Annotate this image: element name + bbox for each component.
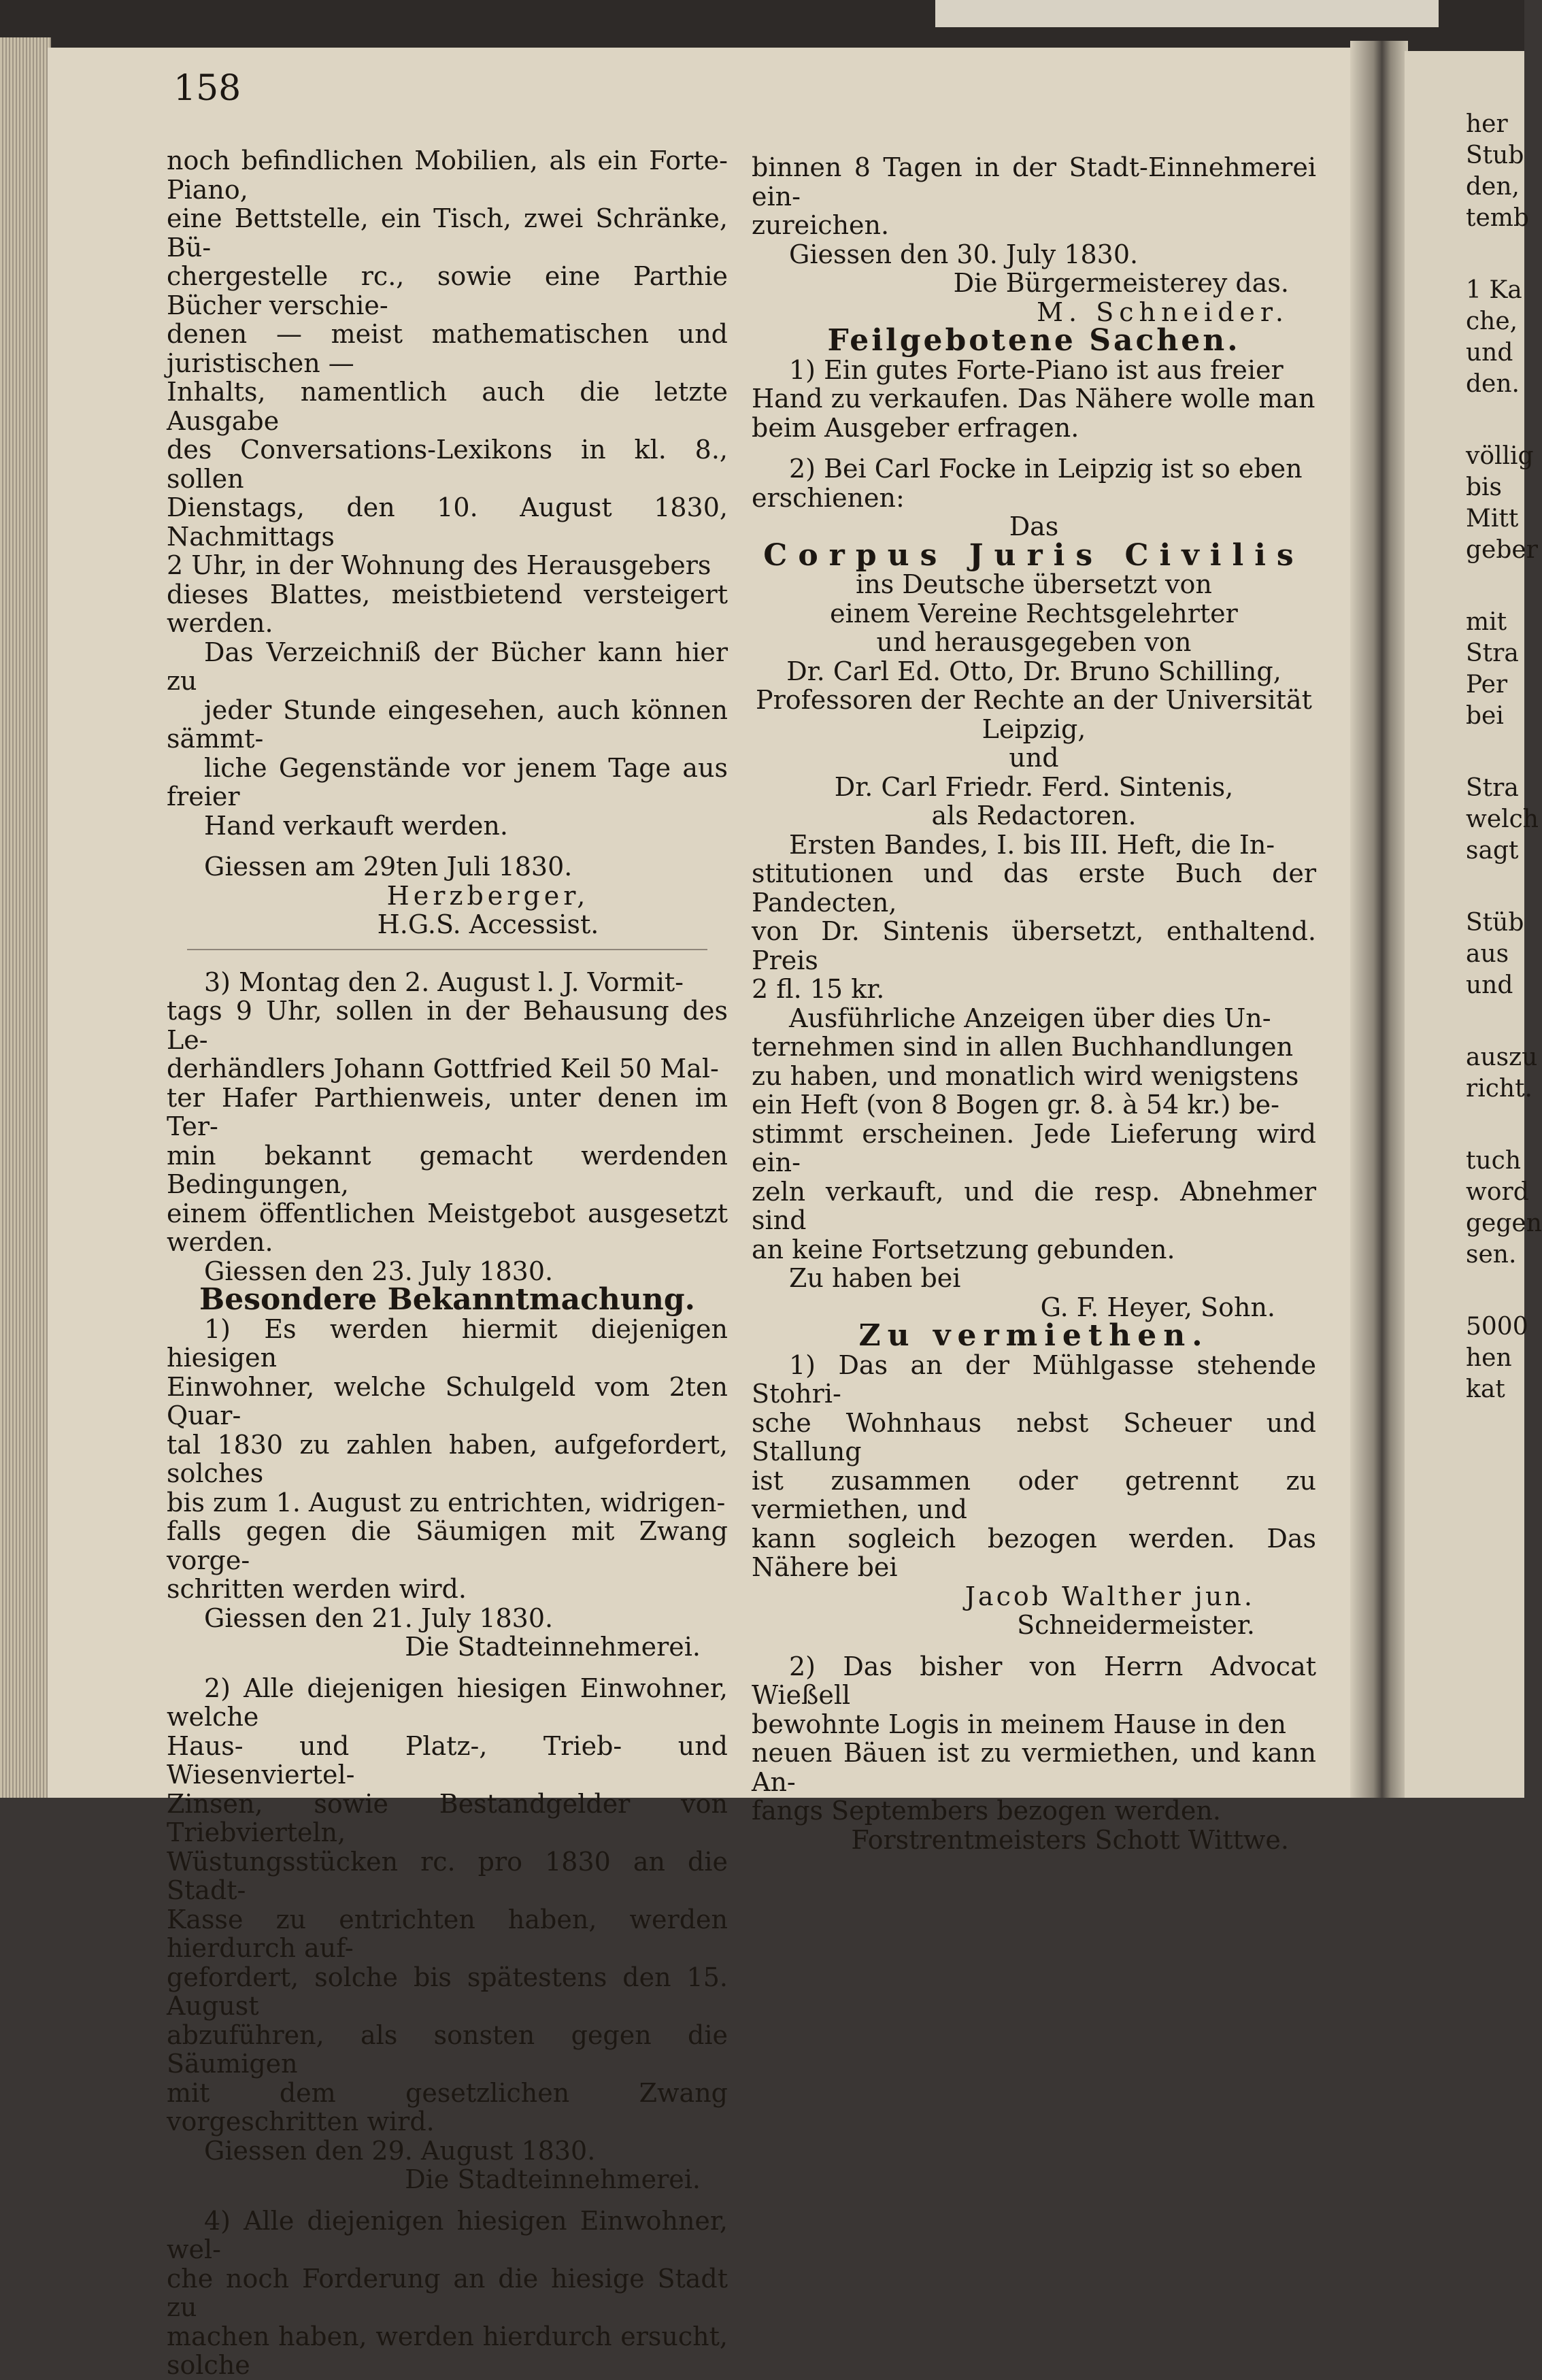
text-line: Hand zu verkaufen. Das Nähere wolle man — [752, 384, 1315, 414]
text-line: schritten werden wird. — [167, 1574, 467, 1604]
text-line: ternehmen sind in allen Buchhandlungen — [752, 1032, 1294, 1062]
text-line: liche Gegenstände vor jenem Tage aus freier — [167, 752, 728, 811]
facing-page-fragment: welch — [1466, 805, 1539, 833]
text-line: 2) Alle diejenigen hiesigen Einwohner, welche — [167, 1673, 728, 1732]
facing-page-fragment: tuch — [1466, 1147, 1521, 1175]
text-line: 2 fl. 15 kr. — [752, 974, 885, 1004]
facing-page-fragment: Per — [1466, 671, 1508, 699]
facing-page-fragment: mit — [1466, 608, 1507, 636]
facing-page-fragment: Stub — [1466, 141, 1524, 169]
text-line: derhändlers Johann Gottfried Keil 50 Mal- — [167, 1054, 719, 1084]
facing-page-fragment: richt. — [1466, 1075, 1532, 1103]
text-line: chergestelle rc., sowie eine Parthie Bücher verschie- — [167, 261, 728, 320]
facing-page-fragment: geber — [1466, 536, 1538, 564]
facing-page-fragment: sagt — [1466, 837, 1519, 865]
facing-page-fragment: bis — [1466, 473, 1503, 501]
text-line: Das Verzeichniß der Bücher kann hier zu — [167, 637, 728, 696]
text-line: gefordert, solche bis spätestens den 15. August — [167, 1962, 728, 2021]
text-line: Haus- und Platz-, Trieb- und Wiesenviertel- — [167, 1730, 728, 1790]
text-line: tags 9 Uhr, sollen in der Behausung des Le- — [167, 996, 728, 1055]
right-column — [752, 153, 1316, 1854]
text-line: Inhalts, namentlich auch die letzte Ausgabe — [167, 377, 728, 436]
rent-2 — [752, 1652, 1316, 1826]
notice-1-date: Giessen den 21. July 1830. — [204, 1603, 554, 1633]
text-line: Zinsen, sowie Bestandgelder von Triebvierteln, — [167, 1788, 728, 1847]
notice-2-date: Giessen den 29. August 1830. — [204, 2135, 596, 2166]
text-line: 2) Bei Carl Focke in Leipzig ist so eben — [789, 454, 1303, 484]
page-edges — [0, 37, 51, 1798]
section-heading: Besondere Bekanntmachung. — [199, 1282, 695, 1317]
rent-2-signer: Forstrentmeisters Schott Wittwe. — [851, 1824, 1289, 1855]
book-description-2 — [752, 1004, 1316, 1264]
facing-page-fragment: und — [1466, 339, 1513, 367]
continuation — [752, 153, 1316, 240]
facing-page-fragment: auszu — [1466, 1043, 1538, 1071]
facing-page-fragment: Stüb — [1466, 909, 1524, 937]
heading-for-sale: Feilgebotene Sachen. — [827, 323, 1241, 358]
text-line: von Dr. Sintenis übersetzt, enthaltend. Preis — [752, 916, 1316, 975]
notice-2 — [167, 1674, 728, 2136]
facing-page-fragment: sen. — [1466, 1241, 1517, 1269]
page-number: 158 — [173, 68, 241, 109]
facing-page-fragment: 5000 — [1466, 1313, 1528, 1341]
text-line: sche Wohnhaus nebst Scheuer und Stallung — [752, 1407, 1316, 1466]
text-line: und — [1009, 743, 1059, 773]
text-line: dieses Blattes, meistbietend versteigert werden. — [167, 579, 728, 638]
text-line: kann sogleich bezogen werden. Das Nähere bei — [752, 1523, 1316, 1582]
facing-page-fragment: Mitt — [1466, 505, 1519, 533]
text-line: an keine Fortsetzung gebunden. — [752, 1234, 1175, 1264]
facing-page-fragment: den. — [1466, 370, 1520, 398]
text-line: fangs Septembers bezogen werden. — [752, 1796, 1221, 1826]
title-corpus-juris-civilis: Corpus Juris Civilis — [763, 537, 1305, 573]
text-line: jeder Stunde eingesehen, auch können sämmt- — [167, 694, 728, 754]
facing-page-fragment: che, — [1466, 307, 1518, 335]
sale-1 — [752, 356, 1316, 443]
text-line: 2 Uhr, in der Wohnung des Herausgebers — [167, 550, 711, 580]
text-line: falls gegen die Säumigen mit Zwang vorge- — [167, 1516, 728, 1575]
text-line: abzuführen, als sonsten gegen die Säumigen — [167, 2019, 728, 2079]
text-line: Ausführliche Anzeigen über dies Un- — [789, 1003, 1271, 1033]
text-line: bis zum 1. August zu entrichten, widrigen- — [167, 1487, 726, 1518]
left-column — [167, 146, 728, 2380]
text-line: zeln verkauft, und die resp. Abnehmer sind — [752, 1176, 1316, 1235]
notice-2-signer: Die Stadteinnehmerei. — [405, 2164, 701, 2194]
facing-page-fragment: Stra — [1466, 774, 1519, 802]
text-line: Dr. Carl Friedr. Ferd. Sintenis, — [834, 771, 1234, 802]
heading-for-rent: Zu vermiethen. — [858, 1318, 1209, 1353]
text-line: Leipzig, — [982, 714, 1086, 744]
text-line: 2) Das bisher von Herrn Advocat Wießell — [752, 1651, 1316, 1710]
text-line: einem öffentlichen Meistgebot ausgesetzt werden. — [167, 1198, 728, 1257]
text-line: ins Deutsche übersetzt von — [856, 569, 1212, 599]
text-line: einem Vereine Rechtsgelehrter — [830, 598, 1238, 628]
intro-signer-title: H.G.S. Accessist. — [377, 909, 599, 939]
text-line: 3) Montag den 2. August l. J. Vormit- — [204, 967, 684, 997]
text-line: noch befindlichen Mobilien, als ein Forte-Piano, — [167, 146, 728, 205]
continuation-signer-name: M. Schneider. — [1037, 297, 1289, 327]
notice-1-signer: Die Stadteinnehmerei. — [405, 1632, 701, 1662]
text-line: Professoren der Rechte an der Universität — [756, 685, 1312, 715]
facing-page-fragment: den, — [1466, 173, 1520, 201]
text-line: Wüstungsstücken rc. pro 1830 an die Stadt- — [167, 1846, 728, 1905]
book-gutter — [1350, 41, 1408, 1798]
text-line: beim Ausgeber erfragen. — [752, 412, 1079, 443]
text-line: Dr. Carl Ed. Otto, Dr. Bruno Schilling, — [786, 656, 1281, 686]
text-line: machen haben, werden hierdurch ersucht, solche — [167, 2321, 728, 2380]
text-line: stimmt erscheinen. Jede Lieferung wird ein- — [752, 1118, 1316, 1177]
text-line: eine Bettstelle, ein Tisch, zwei Schränke, Bü- — [167, 203, 728, 263]
item-3-date: Giessen den 23. July 1830. — [204, 1256, 554, 1286]
text-line: und herausgegeben von — [876, 627, 1192, 657]
continuation-date: Giessen den 30. July 1830. — [789, 239, 1139, 269]
available-at: Zu haben bei — [789, 1263, 961, 1293]
text-line: bewohnte Logis in meinem Hause in den — [752, 1709, 1286, 1739]
text-line: 1) Das an der Mühlgasse stehende Stohri- — [752, 1350, 1316, 1409]
text-line: Kasse zu entrichten haben, werden hierdurch auf- — [167, 1904, 728, 1963]
facing-page-fragment: her — [1466, 110, 1508, 138]
notice-4 — [167, 2207, 728, 2380]
facing-page-fragment: temb — [1466, 204, 1529, 232]
facing-page-fragment: und — [1466, 971, 1513, 999]
notice-1 — [167, 1315, 728, 1604]
rent-1-signer-title: Schneidermeister. — [1017, 1610, 1255, 1640]
text-line: Einwohner, welche Schulgeld vom 2ten Quar- — [167, 1371, 728, 1430]
text-line: ein Heft (von 8 Bogen gr. 8. à 54 kr.) be- — [752, 1090, 1280, 1120]
text-line: denen — meist mathematischen und juristischen — — [167, 319, 728, 378]
text-line: erschienen: — [752, 482, 905, 513]
facing-page-fragment: bei — [1466, 702, 1504, 730]
seller-name: G. F. Heyer, Sohn. — [1040, 1292, 1275, 1322]
text-line: des Conversations-Lexikons in kl. 8., sollen — [167, 435, 728, 494]
text-line: Dienstags, den 10. August 1830, Nachmittags — [167, 492, 728, 552]
text-line: Ersten Bandes, I. bis III. Heft, die In- — [789, 829, 1275, 860]
text-line: als Redactoren. — [931, 801, 1137, 831]
intro-signer: Herzberger, — [386, 880, 590, 911]
title-das: Das — [1009, 512, 1059, 541]
text-line: mit dem gesetzlichen Zwang vorgeschritten wird. — [167, 2077, 728, 2136]
text-line: stitutionen und das erste Buch der Pandecten, — [752, 858, 1316, 918]
text-line: zureichen. — [752, 210, 890, 240]
text-line: 1) Es werden hiermit diejenigen hiesigen — [167, 1313, 728, 1373]
text-line: che noch Forderung an die hiesige Stadt zu — [167, 2263, 728, 2322]
facing-page-fragment: völlig — [1466, 442, 1534, 470]
text-line: zu haben, und monatlich wird wenigstens — [752, 1060, 1299, 1091]
text-line: binnen 8 Tagen in der Stadt-Einnehmerei ein- — [752, 152, 1316, 212]
sale-2 — [752, 454, 1316, 512]
text-line: ist zusammen oder getrennt zu vermiethen, und — [752, 1465, 1316, 1524]
text-line: min bekannt gemacht werdenden Bedingungen, — [167, 1140, 728, 1199]
rent-1 — [752, 1351, 1316, 1582]
continuation-signer: Die Bürgermeisterey das. — [953, 268, 1289, 298]
book-cover-edge — [935, 0, 1439, 27]
intro-paragraph — [167, 146, 728, 638]
text-line: 1) Ein gutes Forte-Piano ist aus freier — [789, 354, 1284, 385]
facing-page-column — [1466, 109, 1542, 1405]
facing-page-fragment: 1 Ka — [1466, 276, 1522, 304]
separator-rule — [187, 949, 707, 950]
text-line: tal 1830 zu zahlen haben, aufgefordert, solches — [167, 1429, 728, 1488]
text-line: ter Hafer Parthienweis, unter denen im Ter- — [167, 1082, 728, 1141]
text-line: 4) Alle diejenigen hiesigen Einwohner, wel- — [167, 2205, 728, 2264]
facing-page-fragment: kat — [1466, 1375, 1505, 1403]
item-3 — [167, 968, 728, 1257]
facing-page-fragment: hen — [1466, 1344, 1512, 1372]
book-description — [752, 831, 1316, 1004]
book-title-block — [752, 570, 1316, 831]
facing-page-fragment: gegen — [1466, 1209, 1542, 1237]
text-line: Hand verkauft werden. — [204, 810, 508, 841]
intro-date: Giessen am 29ten Juli 1830. — [204, 852, 573, 882]
facing-page-fragment: Stra — [1466, 639, 1519, 667]
text-line: neuen Bäuen ist zu vermiethen, und kann An- — [752, 1738, 1316, 1797]
intro-paragraph-2 — [167, 638, 728, 841]
facing-page-fragment: aus — [1466, 940, 1509, 968]
facing-page-fragment: word — [1466, 1178, 1529, 1206]
rent-1-signer: Jacob Walther jun. — [965, 1581, 1255, 1611]
